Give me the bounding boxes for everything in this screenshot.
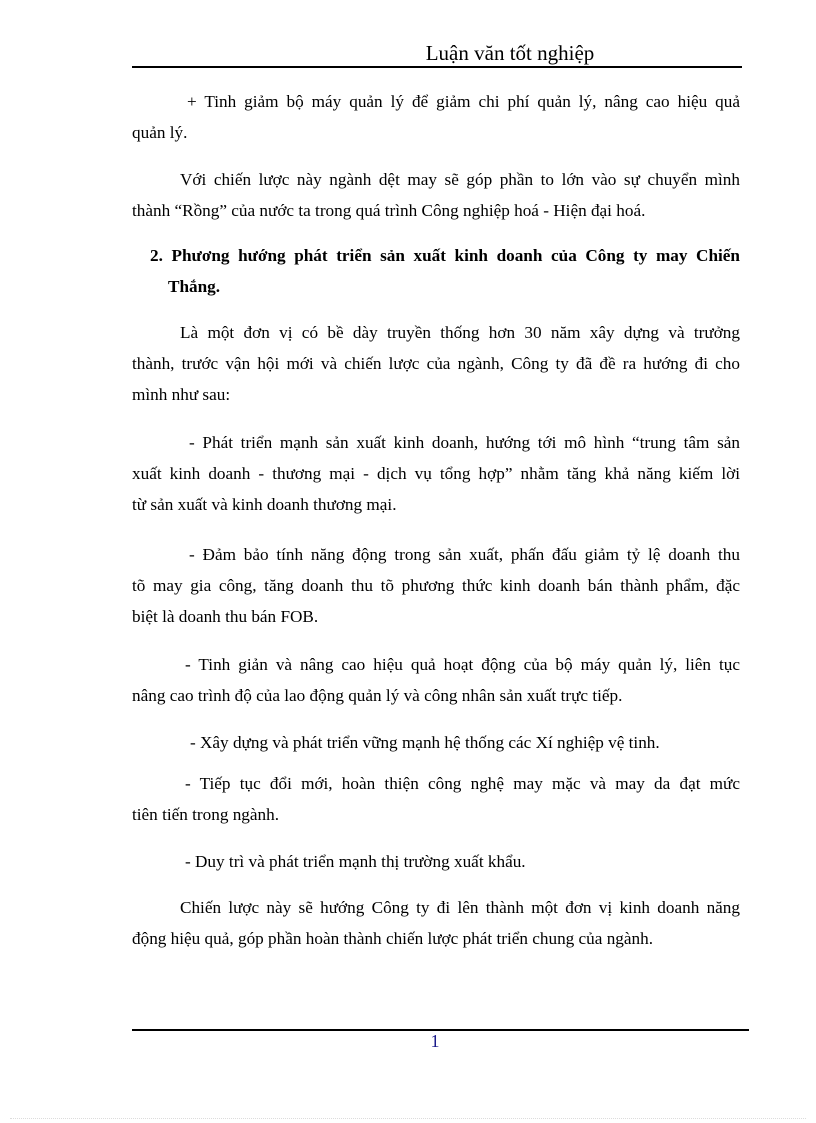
page-bottom-border bbox=[10, 1118, 806, 1119]
paragraph-line: nâng cao trình độ của lao động quản lý và công nhân sản xuất trực tiếp. bbox=[132, 686, 623, 705]
paragraph-line: Với chiến lược này ngành dệt may sẽ góp phần to lớn vào sự chuyển mình bbox=[180, 170, 740, 189]
paragraph-line: tõ may gia công, tăng doanh thu tõ phương thức kinh doanh bán thành phẩm, đặc bbox=[132, 576, 740, 595]
header-rule bbox=[132, 66, 742, 68]
page-header-title: Luận văn tốt nghiệp bbox=[425, 41, 595, 65]
paragraph-5 bbox=[132, 427, 740, 520]
paragraph-line: - Tiếp tục đổi mới, hoàn thiện công nghệ may mặc và may da đạt mức bbox=[185, 774, 740, 793]
paragraph-1 bbox=[132, 86, 740, 148]
paragraph-line: động hiệu quả, góp phần hoàn thành chiến lược phát triển chung của ngành. bbox=[132, 929, 653, 948]
paragraph-9 bbox=[132, 768, 740, 830]
paragraph-line: mình như sau: bbox=[132, 385, 231, 404]
paragraph-8 bbox=[132, 727, 740, 758]
paragraph-10 bbox=[132, 846, 740, 877]
paragraph-line: + Tinh giảm bộ máy quản lý để giảm chi phí quản lý, nâng cao hiệu quả bbox=[187, 92, 740, 111]
paragraph-line: Chiến lược này sẽ hướng Công ty đi lên thành một đơn vị kinh doanh năng bbox=[180, 898, 740, 917]
paragraph-line: - Tinh giản và nâng cao hiệu quả hoạt động của bộ máy quản lý, liên tục bbox=[185, 655, 740, 674]
page-number: 1 bbox=[430, 1031, 440, 1051]
heading-line: 2. Phương hướng phát triển sản xuất kinh doanh của Công ty may Chiến bbox=[150, 246, 740, 265]
section-heading bbox=[150, 240, 740, 302]
paragraph-6 bbox=[132, 539, 740, 632]
paragraph-line: quản lý. bbox=[132, 123, 188, 142]
paragraph-line: biệt là doanh thu bán FOB. bbox=[132, 607, 319, 626]
paragraph-7 bbox=[132, 649, 740, 711]
paragraph-4 bbox=[132, 317, 740, 410]
paragraph-line: - Phát triển mạnh sản xuất kinh doanh, hướng tới mô hình “trung tâm sản bbox=[189, 433, 740, 452]
paragraph-line: thành, trước vận hội mới và chiến lược của ngành, Công ty đã đề ra hướng đi cho bbox=[132, 354, 740, 373]
paragraph-line: - Duy trì và phát triển mạnh thị trường xuất khẩu. bbox=[185, 852, 526, 871]
paragraph-line: tiên tiến trong ngành. bbox=[132, 805, 280, 824]
heading-line: Thắng. bbox=[168, 277, 221, 296]
paragraph-line: - Xây dựng và phát triển vững mạnh hệ thống các Xí nghiệp vệ tinh. bbox=[190, 733, 660, 752]
paragraph-line: thành “Rồng” của nước ta trong quá trình Công nghiệp hoá - Hiện đại hoá. bbox=[132, 201, 646, 220]
paragraph-2 bbox=[132, 164, 740, 226]
paragraph-11 bbox=[132, 892, 740, 954]
paragraph-line: xuất kinh doanh - thương mại - dịch vụ tổng hợp” nhằm tăng khả năng kiếm lời bbox=[132, 464, 740, 483]
paragraph-line: Là một đơn vị có bề dày truyền thống hơn 30 năm xây dựng và trưởng bbox=[180, 323, 740, 342]
paragraph-line: từ sản xuất và kinh doanh thương mại. bbox=[132, 495, 397, 514]
paragraph-line: - Đảm bảo tính năng động trong sản xuất, phấn đấu giảm tỷ lệ doanh thu bbox=[189, 545, 740, 564]
